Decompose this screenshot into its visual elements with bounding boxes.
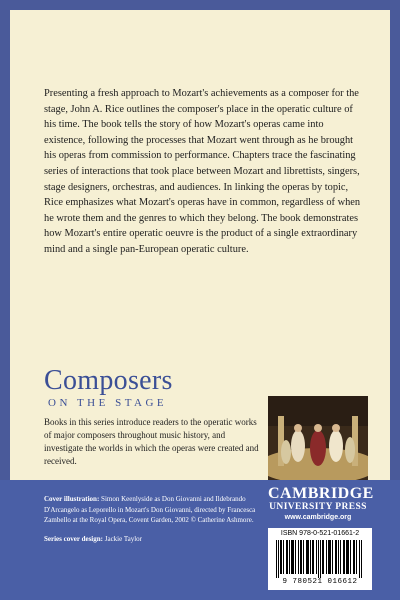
series-title: Composers bbox=[44, 365, 173, 396]
credits bbox=[44, 494, 264, 544]
publisher-name: CAMBRIDGE bbox=[268, 485, 374, 502]
publisher-subname: UNIVERSITY PRESS bbox=[269, 502, 367, 512]
series-subtitle: ON THE STAGE bbox=[48, 397, 168, 409]
book-blurb: Presenting a fresh approach to Mozart's achievements as a composer for the stage, John A. Rice outlines the composer's place in the operatic culture of his time. The book tells the story of how Mozart's operas came into existence, following the processes that Mozart went through as he brought his operas from commission to performance. Chapters trace the fascinating series of interactions that took place between Mozart and librettists, singers, stage designers, orchestras, and audiences. In linking the operas by topic, Rice emphasizes what Mozart's operas have in common, regardless of when he wrote them and the genres to which they belong. The book demonstrates how Mozart's entire operatic oeuvre is the product of a single extraordinary mind and a single pan-European operatic culture. bbox=[44, 88, 361, 255]
illustration-credit bbox=[44, 494, 264, 526]
design-credit-label: Series cover design: bbox=[44, 534, 103, 543]
illustration-credit-label: Cover illustration: bbox=[44, 495, 100, 503]
illustration-credit-text: Simon Keenlyside as Don Giovanni and Ildebrando D'Arcangelo as Leporello in Mozart's Don Giovanni, directed by Francesca Zambello at the Royal Opera, Covent Garden, 2002 © Catherine Ashmore. bbox=[44, 495, 256, 524]
isbn-text: ISBN 978-0-521-01661-2 bbox=[280, 530, 360, 537]
publisher-url: www.cambridge.org bbox=[284, 514, 352, 521]
barcode-bars bbox=[276, 540, 364, 578]
design-credit-text: Jackie Taylor bbox=[104, 534, 143, 543]
series-description: Books in this series introduce readers to the operatic works of major composers throughout music history, and investigate the worlds in which the operas were created and received. bbox=[44, 417, 259, 466]
top-border bbox=[0, 0, 400, 10]
barcode bbox=[268, 528, 372, 590]
barcode-number: 9 780521 016612 bbox=[282, 578, 358, 586]
design-credit bbox=[44, 534, 264, 545]
series-logo bbox=[44, 366, 173, 409]
publisher-logo bbox=[268, 485, 374, 523]
cover-photo bbox=[268, 396, 368, 480]
